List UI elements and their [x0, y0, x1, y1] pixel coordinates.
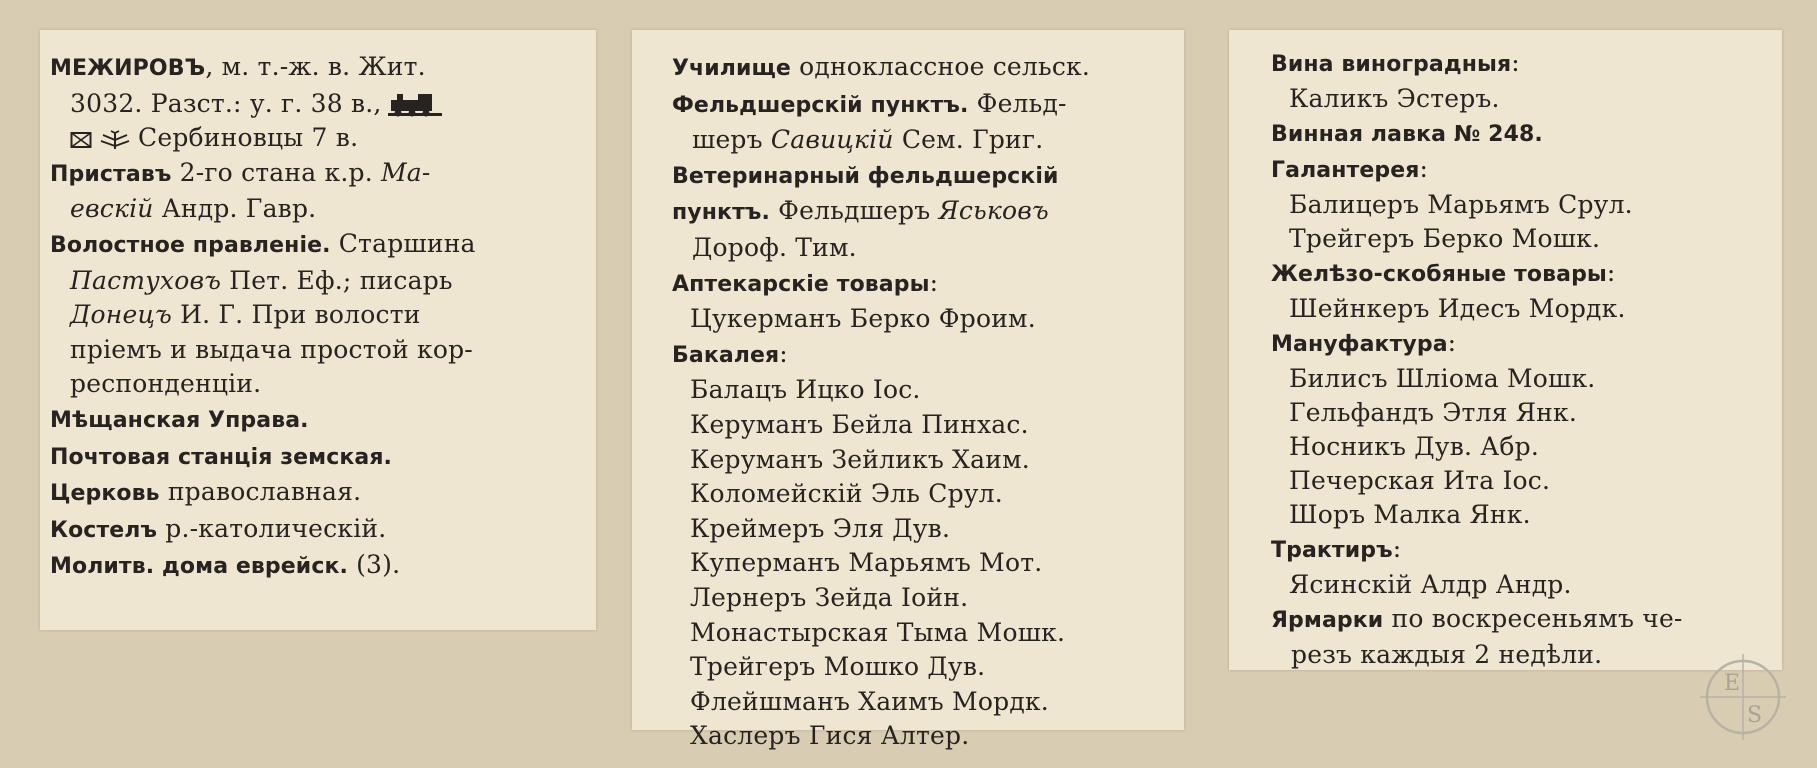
entry-line: [672, 408, 1184, 443]
entry-heading: Молитв. дома еврейск.: [50, 554, 348, 580]
entry-text: Флейшманъ Хаимъ Мордк.: [690, 686, 1049, 716]
entry-name-italic: Ма-: [381, 157, 431, 187]
entry-text: по воскресеньямъ че-: [1383, 604, 1683, 633]
entry-text: Андр. Гавр.: [153, 194, 317, 224]
entry-text: Хаслеръ Гися Алтер.: [690, 721, 970, 751]
entry-text: Фельд-: [968, 88, 1067, 118]
entry-name-italic: евскій: [70, 194, 154, 224]
entry-line: [1271, 222, 1782, 256]
telegraph-icon: [100, 129, 130, 151]
entry-heading: Ярмарки: [1271, 608, 1384, 633]
entry-heading: Костелъ: [50, 517, 158, 543]
entry-line: [1271, 116, 1782, 152]
entry-line: [672, 266, 1184, 303]
entry-text: Сем. Григ.: [893, 125, 1044, 155]
entry-line: [1271, 568, 1782, 602]
entry-line: [1271, 430, 1782, 464]
train-icon: [388, 92, 442, 118]
entry-line: [672, 477, 1184, 512]
entry-line: [672, 443, 1184, 478]
entry-text: Дороф. Тим.: [692, 232, 857, 262]
entry-line: [1271, 532, 1782, 568]
entry-text: Трейгеръ Берко Мошк.: [1289, 224, 1601, 253]
entry-line: [1271, 82, 1782, 116]
entry-name-italic: Яськовъ: [938, 196, 1049, 226]
entry-name-italic: Пастуховъ: [70, 265, 222, 295]
entry-text: Носникъ Дув. Абр.: [1289, 432, 1539, 461]
entry-text: Шейнкеръ Идесъ Мордк.: [1289, 294, 1626, 323]
entry-line: [50, 121, 596, 156]
entry-line: [1271, 362, 1782, 396]
entry-line: [672, 512, 1184, 547]
entry-line: [50, 192, 596, 227]
entry-text: одноклассное сельск.: [790, 52, 1090, 81]
entry-text: Фельдшеръ: [770, 196, 939, 226]
entry-text: р.-католическій.: [157, 513, 387, 543]
entry-line: [672, 546, 1184, 581]
mail-envelope-icon: [70, 131, 92, 149]
logo-letter-s: S: [1747, 703, 1763, 728]
entry-heading: Ветеринарный фельдшерскій: [672, 163, 1059, 189]
entry-name-italic: Донецъ: [70, 300, 172, 330]
entry-line: [50, 264, 596, 299]
entry-heading: Галантерея: [1271, 158, 1420, 183]
entry-heading: Трактиръ: [1271, 538, 1393, 563]
entry-line: [672, 373, 1184, 408]
entry-text: респонденціи.: [70, 369, 262, 399]
entry-text: :: [929, 267, 939, 297]
entry-line: [672, 685, 1184, 720]
entry-line: [1271, 396, 1782, 430]
entry-line: [50, 548, 596, 585]
entry-line: [50, 512, 596, 549]
entry-heading: Училище: [672, 56, 791, 81]
entry-line: [1271, 326, 1782, 362]
entry-text: 2-го стана к.р.: [171, 157, 381, 187]
entry-line: [672, 719, 1184, 754]
entry-line: [50, 156, 596, 193]
entry-heading: Аптекарскіе товары: [672, 271, 930, 297]
entry-heading: Церковь: [50, 481, 160, 507]
entry-heading: Фельдшерскій пунктъ.: [672, 92, 969, 118]
entry-heading: Вина виноградныя: [1271, 52, 1512, 77]
entry-text: Шоръ Малка Янк.: [1289, 500, 1531, 529]
entry-text: :: [1606, 258, 1616, 287]
es-watermark-logo: [1698, 652, 1788, 742]
entry-text: Коломейскій Эль Срул.: [690, 479, 1003, 509]
entry-line: [672, 87, 1184, 124]
entry-text: И. Г. При волости: [171, 300, 421, 330]
entry-line: [1271, 464, 1782, 498]
entry-heading: Желѣзо-скобяные товары: [1271, 262, 1607, 287]
logo-letter-e: E: [1724, 671, 1741, 696]
entry-line: [50, 87, 596, 122]
entry-line: [50, 298, 596, 333]
entry-heading: МЕЖИРОВЪ: [50, 56, 206, 81]
entry-line: [1271, 602, 1782, 638]
entry-text: Ясинскій Алдр Андр.: [1289, 570, 1572, 599]
entry-line: [672, 581, 1184, 616]
entry-line: [50, 227, 596, 264]
entry-text: (3).: [347, 550, 401, 580]
entry-text: Куперманъ Марьямъ Мот.: [690, 548, 1043, 578]
entry-line: [1271, 188, 1782, 222]
entry-text: :: [1447, 328, 1457, 357]
entry-text: Лернеръ Зейда Іойн.: [690, 582, 969, 612]
entry-line: [1271, 292, 1782, 326]
entry-name-italic: Савицкій: [770, 125, 894, 155]
entry-line: [1271, 498, 1782, 532]
entry-text: Балицеръ Марьямъ Срул.: [1289, 190, 1633, 219]
background-bleed-text: [600, 40, 608, 72]
entry-text: :: [779, 338, 788, 368]
entry-heading: пунктъ.: [672, 200, 771, 226]
entry-heading: Волостное правленіе.: [50, 232, 331, 258]
entry-line: [672, 616, 1184, 651]
entry-text: православная.: [159, 477, 362, 507]
entry-line: [50, 367, 596, 402]
entry-line: [1271, 256, 1782, 292]
entry-line: [50, 333, 596, 368]
entry-text: Сербиновцы 7 в.: [138, 123, 359, 153]
entry-line: [672, 50, 1184, 87]
entry-text: пріемъ и выдача простой кор-: [70, 334, 473, 364]
entry-heading: Мануфактура: [1271, 332, 1448, 357]
entry-line: [672, 123, 1184, 158]
entry-line: [50, 475, 596, 512]
entry-text: резъ каждыя 2 недѣли.: [1291, 640, 1603, 669]
entry-text: Печерская Ита Іос.: [1289, 466, 1551, 495]
entry-line: [672, 158, 1184, 195]
entry-line: [1271, 46, 1782, 82]
entry-line: [672, 302, 1184, 337]
entry-text: Гельфандъ Этля Янк.: [1289, 398, 1578, 427]
entry-line: [50, 402, 596, 439]
entry-text: :: [1419, 154, 1429, 183]
entry-line: [672, 231, 1184, 266]
directory-column-2: [632, 30, 1184, 751]
entry-line: [50, 439, 596, 476]
entry-text: :: [1392, 534, 1402, 563]
entry-text: Креймеръ Эля Дув.: [690, 513, 951, 543]
entry-text: Керуманъ Бейла Пинхас.: [690, 409, 1029, 439]
entry-text: шеръ: [692, 125, 771, 155]
entry-text: Цукерманъ Берко Фроим.: [690, 304, 1036, 334]
entry-heading: Приставъ: [50, 161, 172, 187]
entry-text: , м. т.-ж. в. Жит.: [205, 52, 426, 81]
entry-heading: Мѣщанская Управа.: [50, 407, 309, 433]
entry-text: Билисъ Шліома Мошк.: [1289, 364, 1596, 393]
entry-text: Пет. Еф.; писарь: [221, 265, 453, 295]
entry-text: 3032. Разст.: у. г. 38 в.,: [70, 88, 382, 118]
entry-heading: Винная лавка № 248.: [1271, 122, 1543, 147]
entry-line: [50, 50, 596, 87]
directory-column-1: [40, 30, 596, 630]
entry-text: Каликъ Эстеръ.: [1289, 84, 1500, 113]
entry-text: Трейгеръ Мошко Дув.: [690, 652, 986, 682]
entry-text: Керуманъ Зейликъ Хаим.: [690, 444, 1030, 474]
entry-line: [672, 194, 1184, 231]
entry-line: [672, 337, 1184, 374]
entry-text: Монастырская Тыма Мошк.: [690, 617, 1066, 647]
entry-text: Старшина: [330, 228, 476, 258]
entry-heading: Почтовая станція земская.: [50, 444, 393, 470]
entry-line: [672, 650, 1184, 685]
entry-line: [1271, 152, 1782, 188]
entry-text: :: [1511, 48, 1520, 77]
directory-column-3: [1229, 30, 1782, 670]
entry-text: Балацъ Ицко Іос.: [690, 375, 921, 405]
entry-heading: Бакалея: [672, 342, 780, 368]
